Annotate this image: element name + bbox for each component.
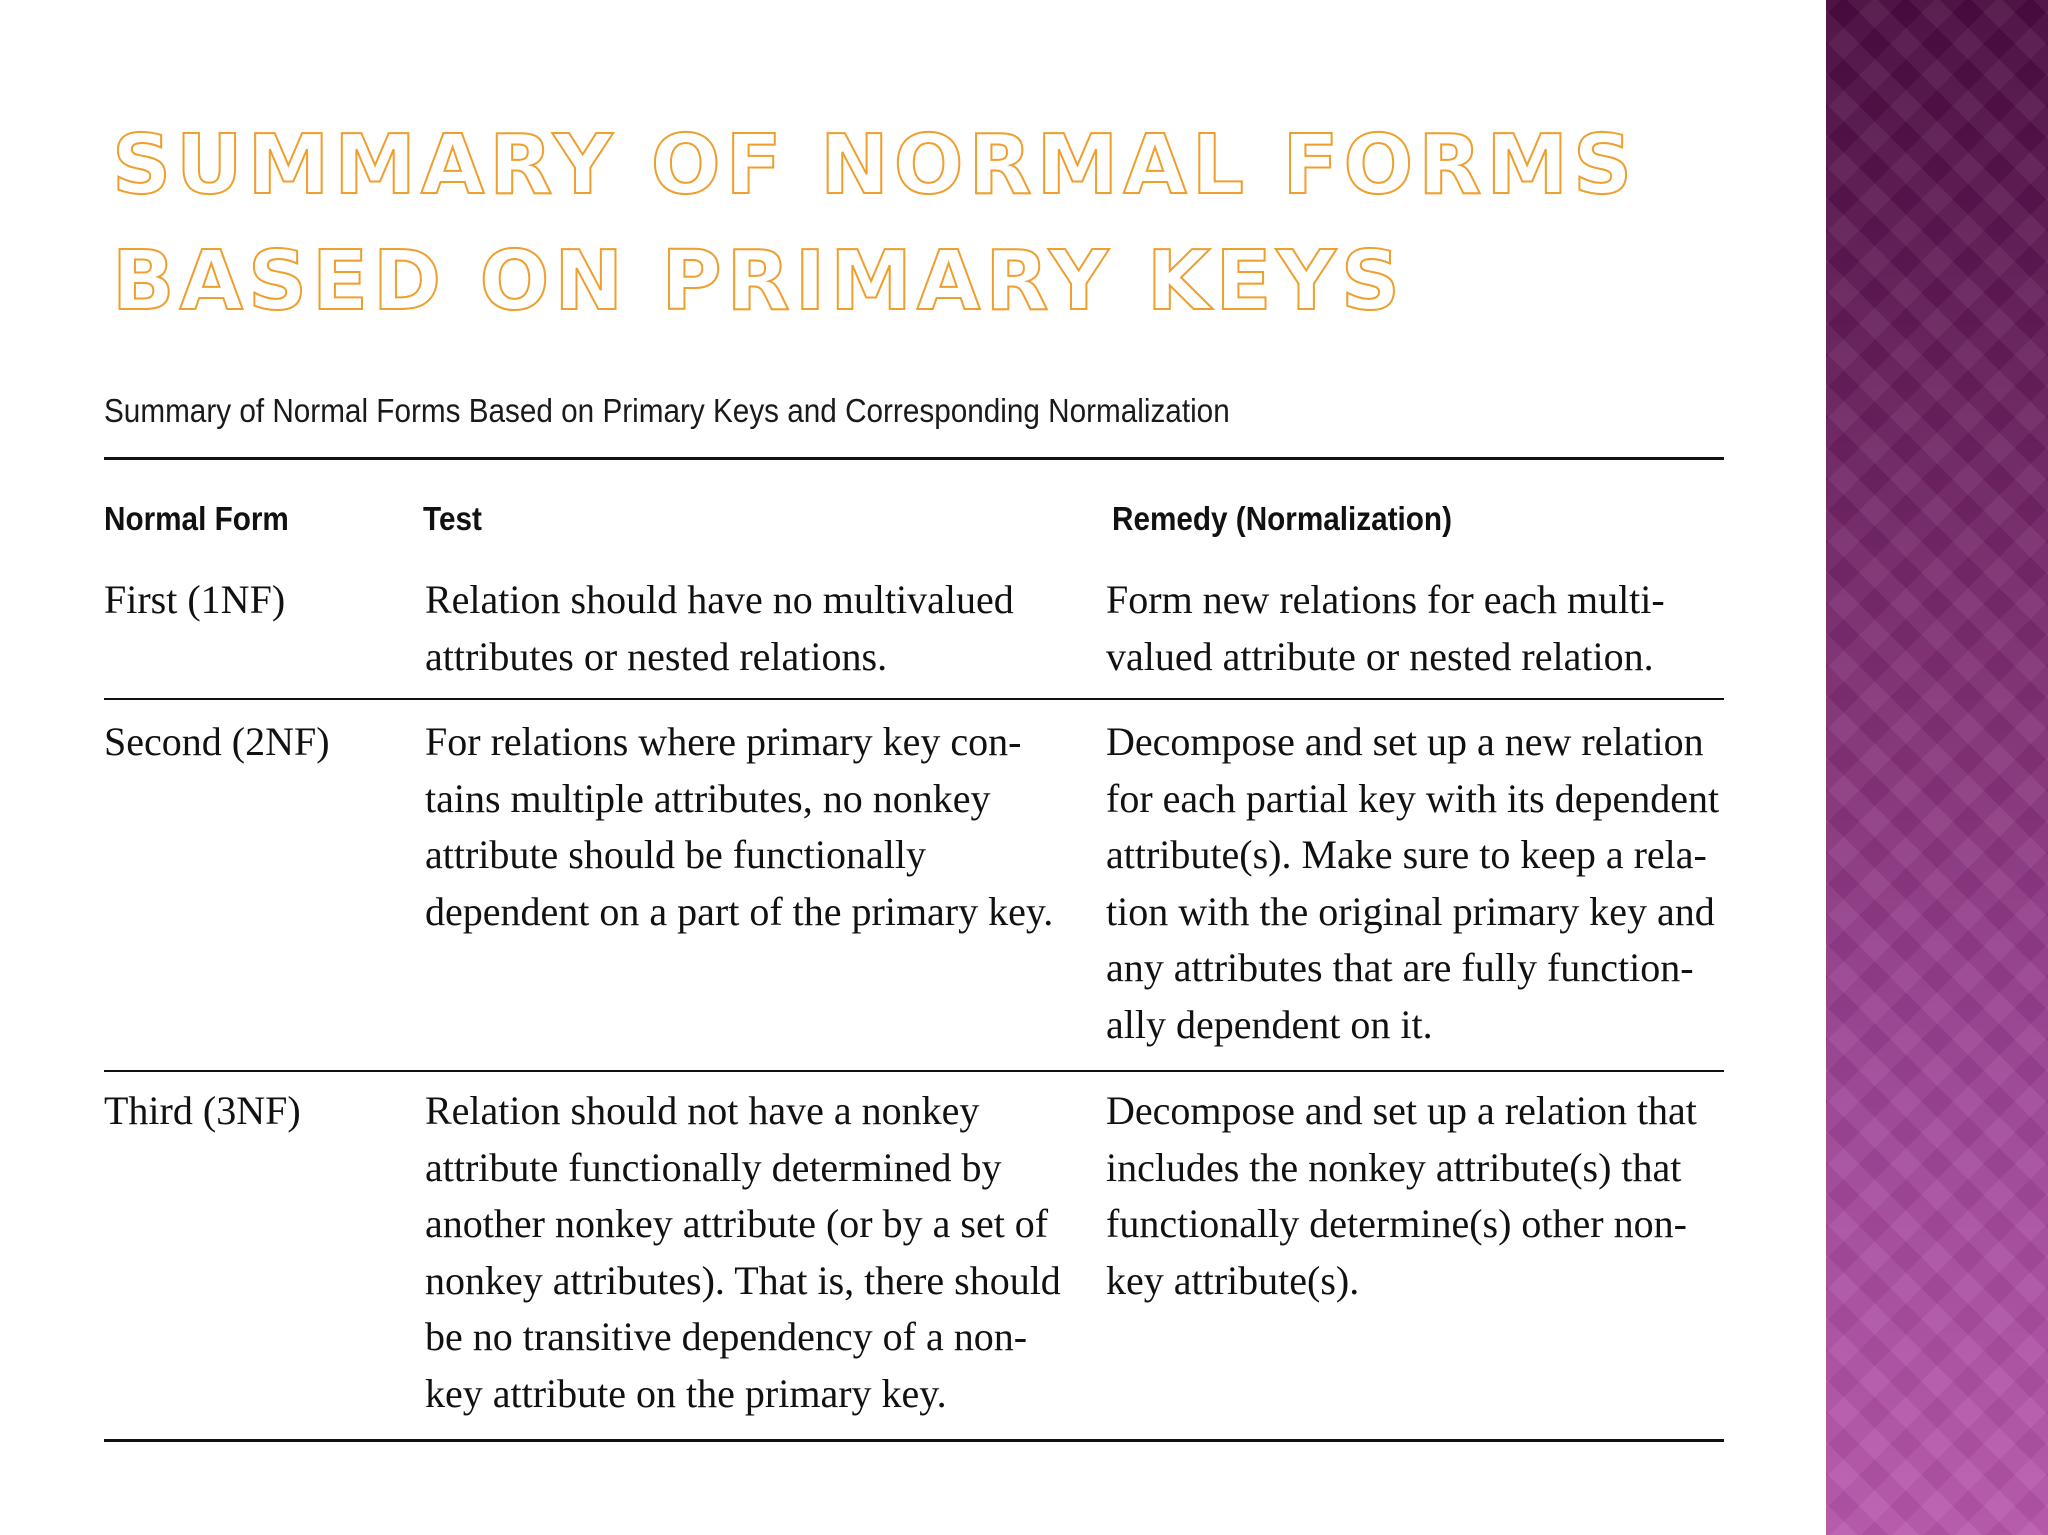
row-3nf-test: Relation should not have a nonkey attribute functionally determined by another nonkey attribute (or by a set of nonkey attributes). That is, there should be no transitive dependency of a non- key attribute on the primary key. <box>425 1088 1061 1416</box>
row-1nf-remedy: Form new relations for each multi- valued attribute or nested relation. <box>1106 577 1665 679</box>
row-2nf-test: For relations where primary key con- tains multiple attributes, no nonkey attribute should be functionally dependent on a part of the primary key. <box>425 719 1054 934</box>
row-3nf-normal-form: Third (3NF) <box>104 1088 301 1133</box>
table-row-divider-1 <box>104 698 1724 700</box>
column-header-normal-form: Normal Form <box>104 500 289 537</box>
row-1nf-normal-form: First (1NF) <box>104 577 286 622</box>
table-top-rule <box>104 457 1724 460</box>
slide-title-line-2: BASED ON PRIMARY KEYS <box>112 234 1405 329</box>
decorative-side-panel <box>1826 0 2048 1535</box>
row-2nf-remedy: Decompose and set up a new relation for each partial key with its dependent attribute(s). Make sure to keep a rela- tion with the original primary key and any attributes that are fully function- ally dependent on it. <box>1106 719 1720 1047</box>
column-header-remedy: Remedy (Normalization) <box>1112 500 1452 537</box>
row-1nf-test: Relation should have no multivalued attributes or nested relations. <box>425 577 1014 679</box>
column-header-test: Test <box>423 500 482 537</box>
row-3nf-remedy: Decompose and set up a relation that includes the nonkey attribute(s) that functionally determine(s) other non- key attribute(s). <box>1106 1088 1697 1303</box>
table-caption: Summary of Normal Forms Based on Primary Keys and Corresponding Normalization <box>104 392 1230 429</box>
slide-title <box>112 108 1712 340</box>
table-bottom-rule <box>104 1439 1724 1442</box>
row-2nf-normal-form: Second (2NF) <box>104 719 330 764</box>
slide-title-line-1: SUMMARY OF NORMAL FORMS <box>112 118 1638 213</box>
table-row-divider-2 <box>104 1070 1724 1072</box>
